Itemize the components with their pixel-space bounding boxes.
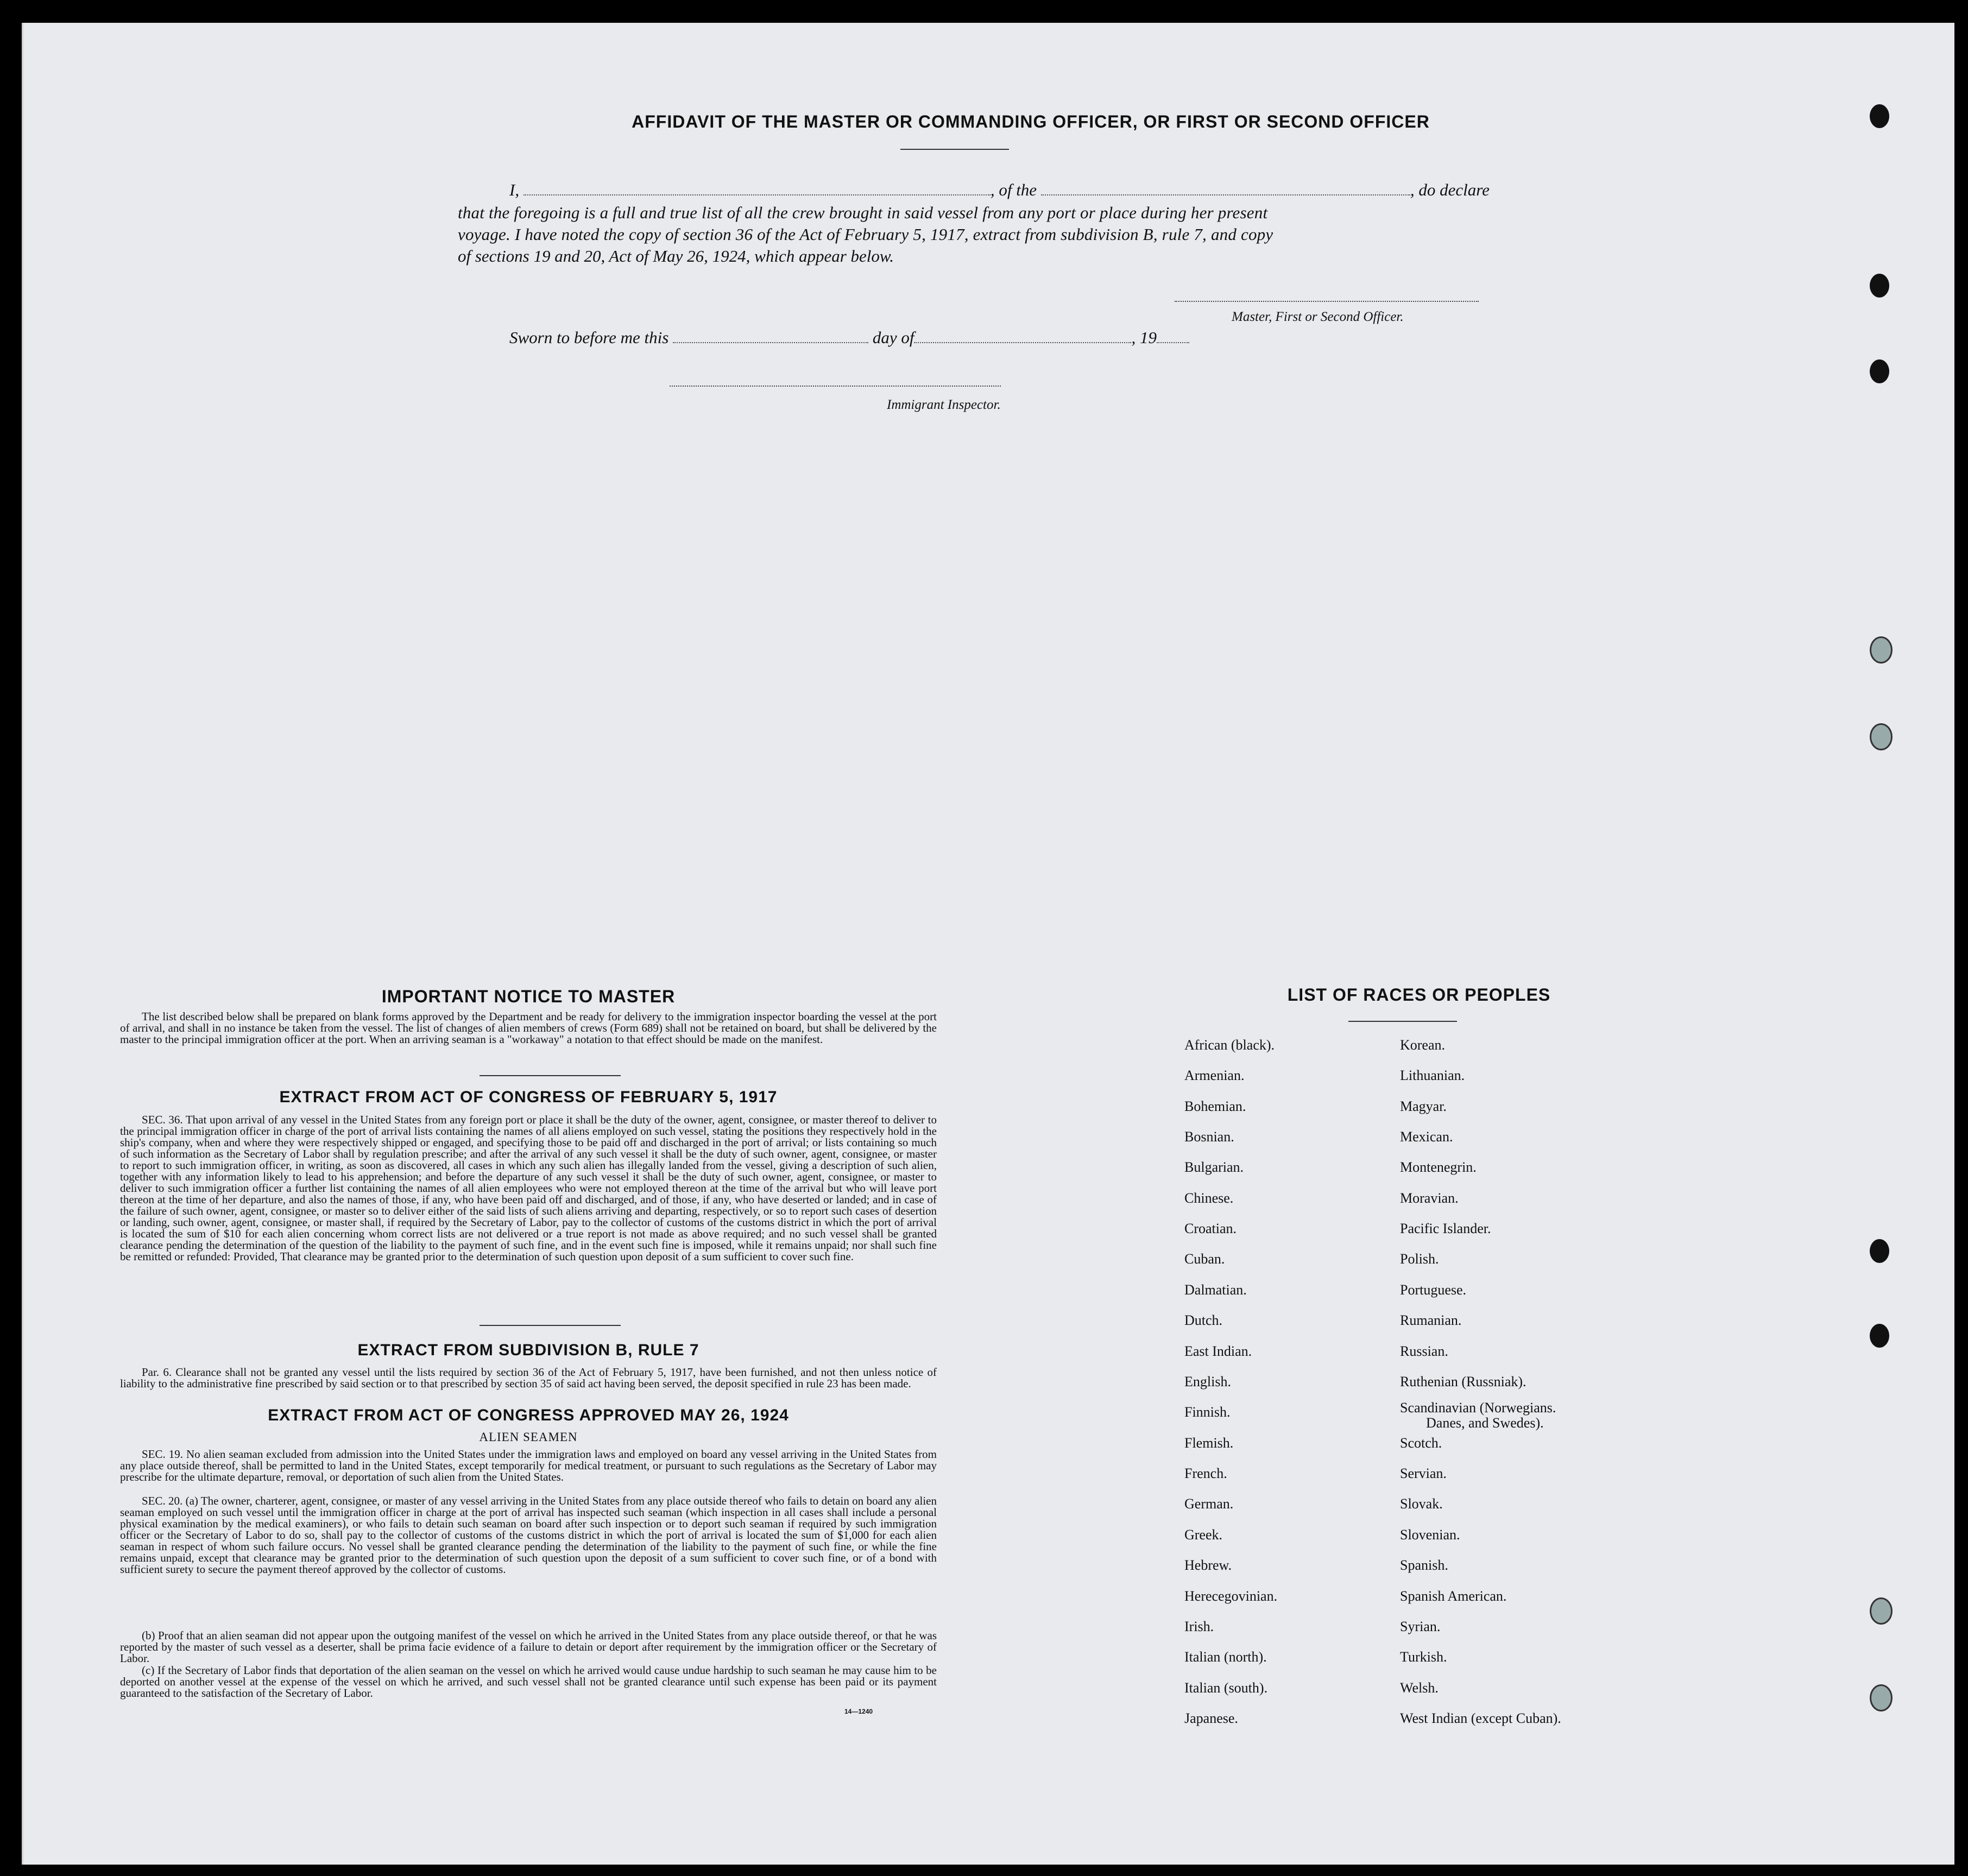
race-item: English. [1184,1374,1231,1389]
binder-hole [1870,1324,1889,1348]
race-item: Armenian. [1184,1068,1245,1083]
race-item: Dalmatian. [1184,1282,1247,1298]
affidavit-line-1 [509,180,1541,200]
notice-rule [480,1075,621,1076]
do-declare-label: , do declare [1410,180,1490,199]
extract-rule7-body: Par. 6. Clearance shall not be granted any vessel until the lists required by section 36 of the Act of February 5, 1917, have been furnished, and not then unless notice of liability to the administrative fine prescribed by said section or to that prescribed by section 35 of said act having been served, the deposit specified in rule 23 has been made. [120,1366,937,1390]
binder-hole [1870,359,1889,383]
race-item: African (black). [1184,1037,1275,1053]
binder-hole [1870,274,1889,298]
extract-1924-sec19: SEC. 19. No alien seaman excluded from admission into the United States under the immigration laws and employed on board any vessel arriving in the United States from any place outside thereof, shall be permitted to land in the United States, except temporarily for medical treatment, or pursuant to such regulations as the Secretary of Labor may prescribe for the ultimate departure, removal, or deportation of such alien from the United States. [120,1448,937,1483]
race-item: Bohemian. [1184,1098,1246,1114]
race-item: Turkish. [1400,1649,1447,1665]
race-item: Scotch. [1400,1435,1442,1451]
race-item: Cuban. [1184,1251,1225,1267]
race-item: Montenegrin. [1400,1159,1477,1175]
affidavit-line-3: voyage. I have noted the copy of section 36 of the Act of February 5, 1917, extract from subdivision B, rule 7, and copy [458,225,1273,244]
race-item: Japanese. [1184,1710,1238,1726]
race-item: Moravian. [1400,1190,1459,1206]
vessel-name-blank[interactable] [1041,194,1410,195]
race-item: Croatian. [1184,1221,1237,1236]
i-label: I, [509,180,520,199]
master-signature-line[interactable] [1175,301,1479,302]
extract-1917-rule [480,1325,621,1326]
document-sheet [22,23,1954,1865]
extract-1924-sec20b: (b) Proof that an alien seaman did not appear upon the outgoing manifest of the vessel on which he arrived in the United States from any place outside thereof, or that he was reported by the master of such vessel as a deserter, shall be prima facie evidence of a failure to detain or deport after requirement by the immigration officer or the Secretary of Labor. [120,1629,937,1665]
binder-hole [1870,723,1893,750]
race-item: Spanish American. [1400,1588,1507,1604]
race-item: Italian (south). [1184,1680,1268,1696]
binder-hole [1870,1597,1893,1625]
sworn-label: Sworn to before me this [509,328,669,347]
sworn-year-blank[interactable] [1157,342,1189,343]
master-signature-label: Master, First or Second Officer. [1232,309,1404,324]
race-item: French. [1184,1466,1227,1481]
form-number: 14—1240 [844,1708,873,1715]
race-item: Magyar. [1400,1098,1447,1114]
race-item: Italian (north). [1184,1649,1267,1665]
race-item: Chinese. [1184,1190,1234,1206]
race-item: Irish. [1184,1619,1214,1634]
race-item: Portuguese. [1400,1282,1467,1298]
inspector-signature-line[interactable] [670,386,1001,387]
race-item: Bosnian. [1184,1129,1234,1145]
race-item: Pacific Islander. [1400,1221,1491,1236]
races-title: LIST OF RACES OR PEOPLES [1287,985,1551,1005]
race-item: Flemish. [1184,1435,1234,1451]
race-item: Ruthenian (Russniak). [1400,1374,1527,1389]
extract-1924-sec20c: (c) If the Secretary of Labor finds that deportation of the alien seaman on the vessel on which he arrived would cause undue hardship to such seaman he may cause him to be deported on another vessel at the expense of the vessel on which he arrived, and such vessel shall not be granted clearance until such expense has been paid or its payment guaranteed to the satisfaction of the Secretary of Labor. [120,1664,937,1700]
race-item: Polish. [1400,1251,1439,1267]
extract-1924-sec20a: SEC. 20. (a) The owner, charterer, agent, consignee, or master of any vessel arriving in the United States from any place outside thereof who fails to detain on board any alien seaman employed on such vessel until the immigration officer in charge at the port of arrival has inspected such seaman (which inspection in all cases shall include a personal physical examination by the medical examiners), or who fails to detain such seaman on board after such inspection or to deport such seaman if required by such immigration officer or the Secretary of Labor to do so, shall pay to the collector of customs of the customs district in which the port of arrival is located the sum of $1,000 for each alien seaman in respect of whom such failure occurs. No vessel shall be granted clearance pending the determination of the liability to the payment of such fine, or while the fine remains unpaid, except that clearance may be granted prior to the determination of such question upon the deposit of a sum sufficient to cover such fine, or of a bond with sufficient surety to secure the payment thereof approved by the collector of customs. [120,1494,937,1576]
notice-title: IMPORTANT NOTICE TO MASTER [381,987,676,1006]
affidavit-line-4: of sections 19 and 20, Act of May 26, 1924, which appear below. [458,247,894,266]
race-item: Korean. [1400,1037,1446,1053]
race-item: Bulgarian. [1184,1159,1244,1175]
race-item-continuation: Danes, and Swedes). [1426,1415,1544,1431]
day-of-label: day of [872,328,914,347]
notice-body: The list described below shall be prepared on blank forms approved by the Department and be ready for delivery to the immigration inspector boarding the vessel at the port of arrival, and shall in no instance be taken from the vessel. The list of changes of alien members of crews (Form 689) shall not be retained on board, but shall be delivered by the master to the principal immigration officer at the port. When an arriving seaman is a "workaway" a notation to that effect should be made on the manifest. [120,1010,937,1046]
extract-1917-title: EXTRACT FROM ACT OF CONGRESS OF FEBRUARY 5, 1917 [279,1088,778,1106]
race-item: Scandinavian (Norwegians. [1400,1400,1556,1416]
race-item: Welsh. [1400,1680,1439,1696]
race-item: Rumanian. [1400,1312,1462,1328]
affidavit-line-2: that the foregoing is a full and true list of all the crew brought in said vessel from any port or place during her present [458,203,1268,222]
race-item: Greek. [1184,1527,1223,1543]
race-item: Servian. [1400,1466,1447,1481]
race-item: Dutch. [1184,1312,1223,1328]
sworn-line [509,328,1189,348]
race-item: East Indian. [1184,1343,1252,1359]
binder-hole [1870,104,1889,128]
race-item: Herecegovinian. [1184,1588,1278,1604]
races-title-rule [1348,1021,1457,1022]
race-item: Syrian. [1400,1619,1441,1634]
race-item: Spanish. [1400,1557,1448,1573]
extract-rule7-title: EXTRACT FROM SUBDIVISION B, RULE 7 [357,1341,699,1359]
extract-1924-title: EXTRACT FROM ACT OF CONGRESS APPROVED MAY 26, 1924 [268,1406,789,1424]
affidavit-title-rule [900,149,1009,150]
sworn-month-blank[interactable] [914,342,1131,343]
sworn-day-blank[interactable] [673,342,868,343]
race-item: German. [1184,1496,1234,1512]
race-item: Finnish. [1184,1404,1231,1420]
binder-hole [1870,1684,1893,1711]
race-item: Hebrew. [1184,1557,1232,1573]
binder-hole [1870,636,1893,664]
binder-hole [1870,1239,1889,1263]
race-item: Slovak. [1400,1496,1443,1512]
year-label: , 19 [1131,328,1157,347]
race-item: Russian. [1400,1343,1448,1359]
race-item: West Indian (except Cuban). [1400,1710,1561,1726]
inspector-label: Immigrant Inspector. [887,397,1001,412]
affidavit-title: AFFIDAVIT OF THE MASTER OR COMMANDING OFFICER, OR FIRST OR SECOND OFFICER [632,112,1430,131]
extract-1917-body: SEC. 36. That upon arrival of any vessel in the United States from any foreign port or place it shall be the duty of the owner, agent, consignee, or master thereof to deliver to the principal immigration officer in charge of the port of arrival lists containing the names of all aliens employed on such vessel, stating the positions they respectively hold in the ship's company, when and where they were respectively shipped or engaged, and specifying those to be paid off and discharged in the port of arrival; or lists containing so much of such information as the Secretary of Labor shall by regulation prescribe; and after the arrival of any such vessel it shall be the duty of such owner, agent, consignee, or master to report to such immigration officer, in writing, as soon as discovered, all cases in which any such alien has illegally landed from the vessel, giving a description of such alien, together with any information likely to lead to his apprehension; and before the departure of any such vessel it shall be the duty of such owner, agent, consignee, or master to deliver to such immigration officer a further list containing the names of all alien employees who were not employed thereon at the time of the arrival but who will leave port thereon at the time of her departure, and also the names of those, if any, who have been paid off and discharged, and of those, if any, who have deserted or landed; and in case of the failure of such owner, agent, consignee, or master so to deliver either of the said lists of such aliens arriving and departing, respectively, or so to report such cases of desertion or landing, such owner, agent, consignee, or master shall, if required by the Secretary of Labor, pay to the collector of customs of the customs district in which the port of arrival is located the sum of $10 for each alien concerning whom correct lists are not delivered or a true report is not made as above required; and no such vessel shall be granted clearance pending the determination of the question of the liability to the payment of such fine, and in the event such fine is imposed, while it remains unpaid; nor shall such fine be remitted or refunded: Provided, That clearance may be granted prior to the determination of such question upon deposit of a sum sufficient to cover such fine. [120,1113,937,1263]
race-item: Slovenian. [1400,1527,1460,1543]
master-name-blank[interactable] [523,194,991,195]
extract-1924-subtitle: ALIEN SEAMEN [479,1430,578,1444]
of-the-label: , of the [990,180,1037,199]
race-item: Lithuanian. [1400,1068,1465,1083]
race-item: Mexican. [1400,1129,1453,1145]
